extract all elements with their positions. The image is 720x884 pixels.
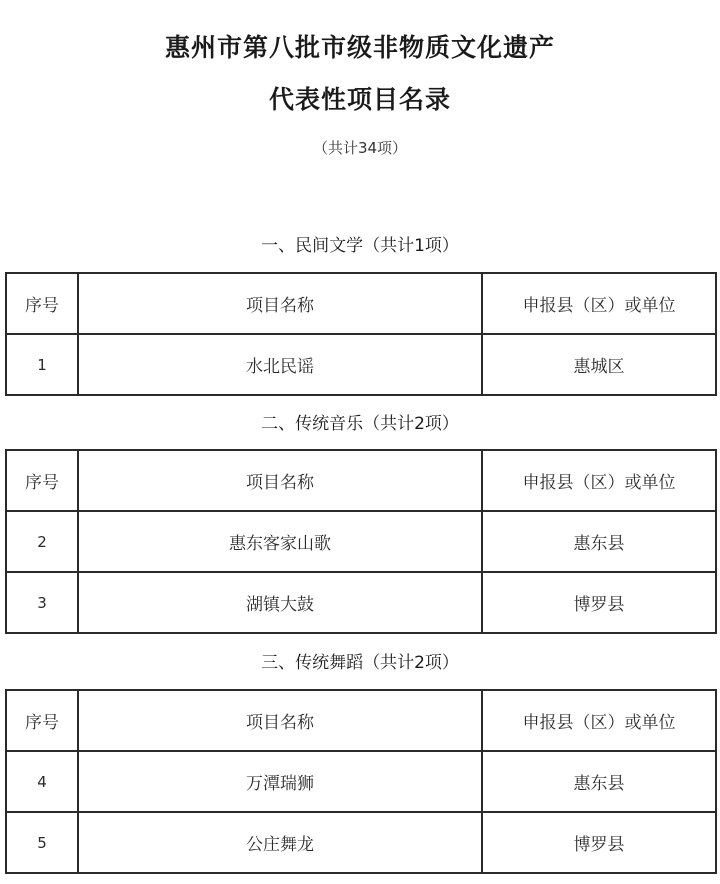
- section-heading-traditional-music: 二、传统音乐（共计2项）: [261, 414, 459, 434]
- row-project-name: 惠东客家山歌: [78, 511, 482, 572]
- row-number: 4: [6, 751, 78, 812]
- row-number: 1: [6, 334, 78, 395]
- column-header-applicant: 申报县（区）或单位: [482, 450, 716, 511]
- column-header-number: 序号: [6, 690, 78, 751]
- row-number: 5: [6, 812, 78, 873]
- table-folk-literature: [5, 272, 717, 396]
- table-row: [6, 751, 716, 812]
- row-number: 2: [6, 511, 78, 572]
- column-header-number: 序号: [6, 450, 78, 511]
- table-row: [6, 812, 716, 873]
- document-title-line-1: 惠州市第八批市级非物质文化遗产: [164, 33, 555, 62]
- document-subtitle: （共计34项）: [312, 139, 408, 157]
- row-applicant: 惠东县: [482, 751, 716, 812]
- row-project-name: 万潭瑞狮: [78, 751, 482, 812]
- row-applicant: 惠城区: [482, 334, 716, 395]
- table-traditional-music: [5, 449, 717, 634]
- table-row: [6, 572, 716, 633]
- row-project-name: 公庄舞龙: [78, 812, 482, 873]
- column-header-project-name: 项目名称: [78, 690, 482, 751]
- section-heading-folk-literature: 一、民间文学（共计1项）: [261, 236, 459, 256]
- column-header-applicant: 申报县（区）或单位: [482, 690, 716, 751]
- section-heading-traditional-dance: 三、传统舞蹈（共计2项）: [261, 653, 459, 673]
- column-header-project-name: 项目名称: [78, 273, 482, 334]
- table-header-row: [6, 450, 716, 511]
- table-header-row: [6, 690, 716, 751]
- row-project-name: 水北民谣: [78, 334, 482, 395]
- row-project-name: 湖镇大鼓: [78, 572, 482, 633]
- column-header-applicant: 申报县（区）或单位: [482, 273, 716, 334]
- row-number: 3: [6, 572, 78, 633]
- table-header-row: [6, 273, 716, 334]
- row-applicant: 惠东县: [482, 511, 716, 572]
- row-applicant: 博罗县: [482, 572, 716, 633]
- column-header-project-name: 项目名称: [78, 450, 482, 511]
- table-row: [6, 511, 716, 572]
- row-applicant: 博罗县: [482, 812, 716, 873]
- table-row: [6, 334, 716, 395]
- column-header-number: 序号: [6, 273, 78, 334]
- table-traditional-dance: [5, 689, 717, 874]
- document-title-line-2: 代表性项目名录: [268, 85, 451, 114]
